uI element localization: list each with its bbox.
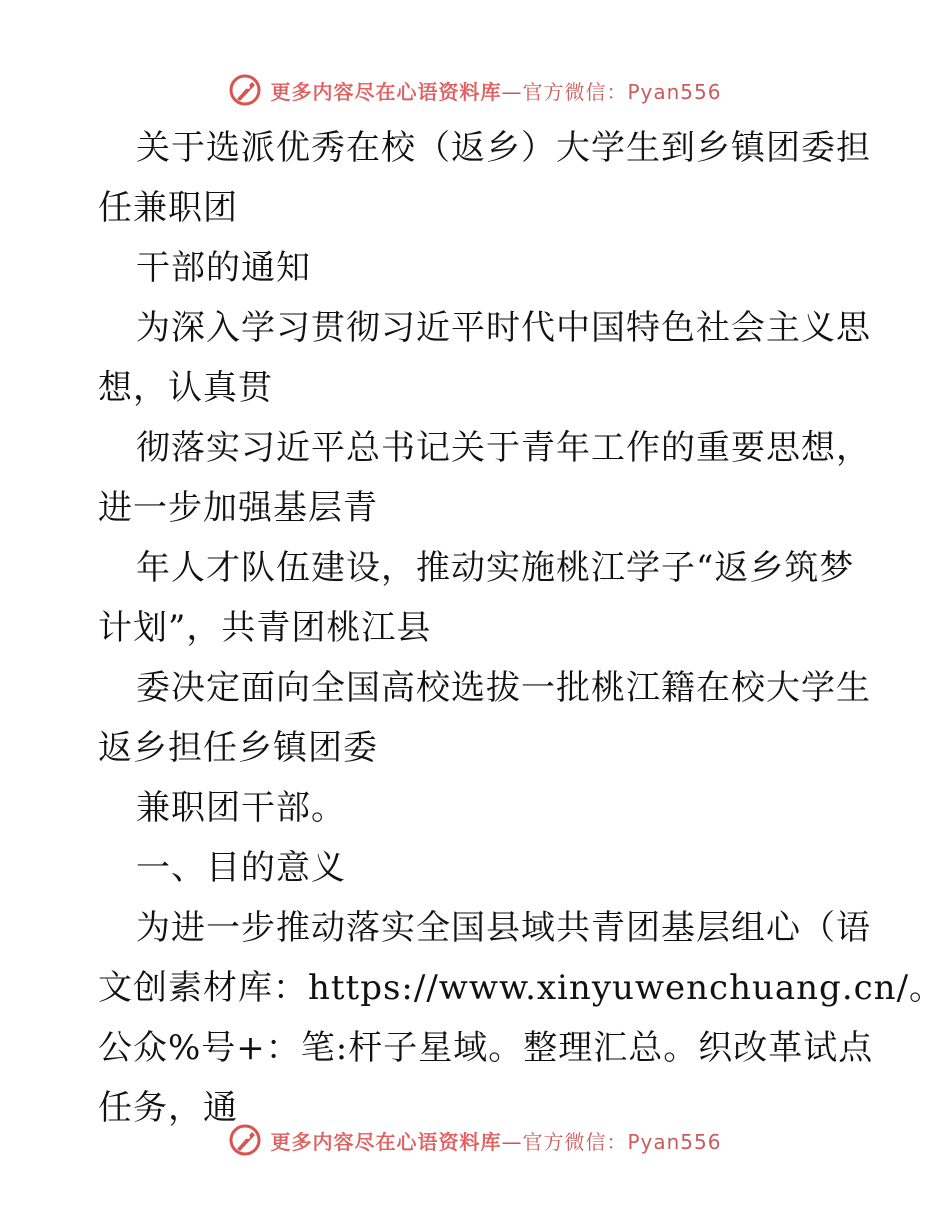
text-line: 公众%号+：笔:杆子星域。整理汇总。织改革试点	[98, 1028, 874, 1068]
text-line: 想，认真贯	[98, 368, 273, 408]
text-line: 关于选派优秀在校（返乡）大学生到乡镇团委担	[136, 128, 871, 168]
text-line: 委决定面向全国高校选拔一批桃江籍在校大学生	[136, 668, 871, 708]
text-line: 彻落实习近平总书记关于青年工作的重要思想，	[136, 428, 871, 468]
text-line: 年人才队伍建设，推动实施桃江学子“返乡筑梦	[136, 548, 855, 588]
watermark-official: 官方微信：Pyan556	[522, 1129, 722, 1154]
text-line: 进一步加强基层青	[98, 488, 378, 528]
text-line: 为深入学习贯彻习近平时代中国特色社会主义思	[136, 308, 871, 348]
quill-logo-icon	[228, 1123, 262, 1157]
quill-logo-icon	[228, 73, 262, 107]
watermark-dash: —	[501, 79, 523, 104]
footer-watermark	[0, 1120, 950, 1160]
watermark-brand: 更多内容尽在心语资料库	[270, 1129, 502, 1154]
text-line: 任兼职团	[98, 188, 238, 228]
header-watermark	[0, 70, 950, 110]
watermark-official: 官方微信：Pyan556	[522, 79, 722, 104]
watermark-text	[270, 76, 721, 105]
watermark-brand: 更多内容尽在心语资料库	[270, 79, 502, 104]
text-line: 返乡担任乡镇团委	[98, 728, 378, 768]
text-line: 文创素材库：https://www.xinyuwenchuang.cn/。	[98, 968, 945, 1008]
text-line: 任务，通	[98, 1088, 238, 1128]
text-line: 干部的通知	[136, 248, 311, 288]
section-heading: 一、目的意义	[136, 848, 346, 888]
text-line: 为进一步推动落实全国县域共青团基层组心（语	[136, 908, 871, 948]
text-line: 兼职团干部。	[136, 788, 346, 828]
text-line: 计划”，共青团桃江县	[98, 608, 432, 648]
document-body	[98, 118, 945, 1138]
watermark-dash: —	[501, 1129, 523, 1154]
watermark-text	[270, 1126, 721, 1155]
